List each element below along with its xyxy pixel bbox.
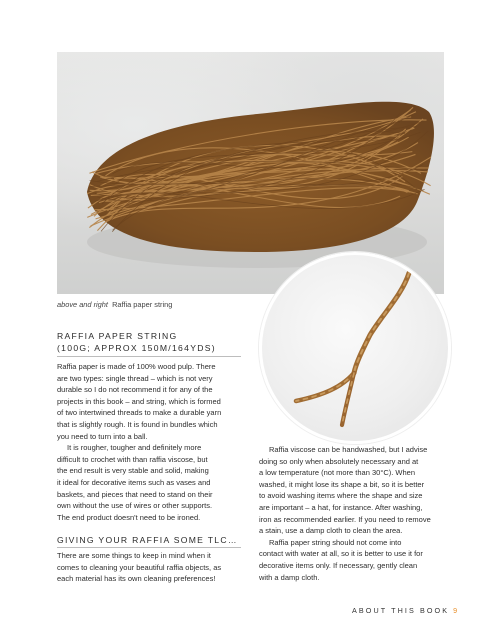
paragraph-viscose-washing [259,444,451,537]
text-line: doing so only when absolutely necessary and at [259,456,419,466]
text-line: baskets, and pieces that need to stand on their [57,489,213,499]
heading-line-2: (100G; APPROX 150M/164YDS) [57,343,216,353]
section-heading-raffia-paper [57,330,216,354]
paragraph-raffia-paper-intro [57,361,247,442]
text-line: Raffia viscose can be handwashed, but I advise [269,445,428,454]
text-line: washed, it might lose its shape a bit, so it is better [259,479,425,489]
folio-label: ABOUT THIS BOOK [352,606,450,615]
photo-caption [57,300,172,309]
page-folio [352,606,457,615]
text-line: difficult to crochet with than raffia viscose, but [57,454,208,464]
page-number: 9 [453,606,458,615]
text-line: the end result is very stable and solid, making [57,466,209,476]
text-line: comes to cleaning your beautiful raffia objects, as [57,562,222,572]
heading-rule [57,356,241,357]
text-line: iron as recommended earlier. If you need to remove [259,514,431,524]
text-line: The end product doesn't need to be ironed. [57,512,201,522]
left-column-section-1 [57,361,247,523]
text-line: with a damp cloth. [259,572,320,582]
paragraph-raffia-paper-properties [57,442,247,523]
text-line: to avoid washing items where the shape and size [259,491,423,501]
text-line: Raffia paper string should not come into [269,537,402,547]
text-line: own without the use of wires or other supports. [57,501,213,511]
text-line: each material has its own cleaning preferences! [57,574,216,584]
text-line: it ideal for decorative items such as vases and [57,477,211,487]
left-column-section-2 [57,550,247,585]
text-line: Raffia paper is made of 100% wood pulp. There [57,362,216,371]
heading-line-1: RAFFIA PAPER STRING [57,331,178,341]
text-line: There are some things to keep in mind when it [57,551,211,560]
text-line: contact with water at all, so it is better to use it for [259,549,423,559]
twisted-string-photo [259,252,451,444]
text-line: of two intertwined threads to make a durable yarn [57,408,222,418]
text-line: durable so I do not recommend it for any of the [57,385,213,395]
text-line: are two types: single thread – which is not very [57,373,213,383]
text-line: a stain, use a damp cloth to clean the area. [259,526,403,536]
text-line: that is slightly rough. It is found in bundles which [57,419,218,429]
text-line: a low temperature (not more than 30°C). When [259,468,415,478]
paragraph-paper-string-cleaning [259,537,451,583]
paragraph-cleaning-intro [57,550,247,585]
text-line: decorative items only. If necessary, gently clean [259,560,418,570]
twisted-string-illustration [262,255,448,441]
right-column [259,444,451,583]
section-heading-tlc: GIVING YOUR RAFFIA SOME TLC… [57,535,238,545]
text-line: you need to turn into a ball. [57,431,148,441]
text-line: projects in this book – and string, which is formed [57,396,221,406]
heading-rule-2 [57,547,241,548]
caption-text: Raffia paper string [112,300,173,309]
text-line: are important – a hat, for instance. After washing, [259,502,423,512]
caption-prefix: above and right [57,300,108,309]
text-line: It is rougher, tougher and definitely more [67,443,202,453]
